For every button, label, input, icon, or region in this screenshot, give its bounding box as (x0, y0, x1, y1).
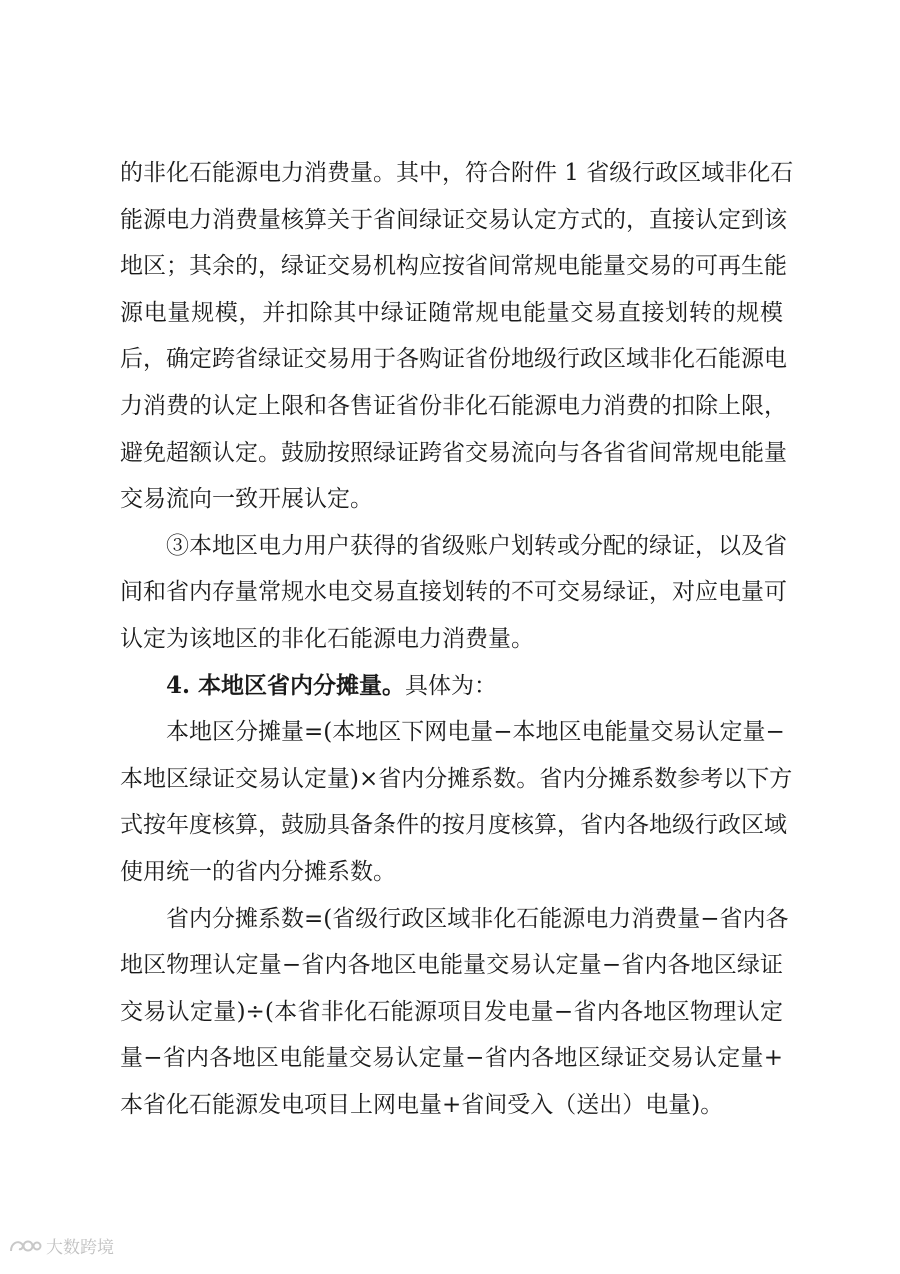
text-line: 使用统一的省内分摊系数。 (120, 858, 396, 885)
text-line: 力消费的认定上限和各售证省份非化石能源电力消费的扣除上限， (120, 392, 787, 419)
document-body (120, 150, 794, 1128)
text-line: 源电量规模，并扣除其中绿证随常规电能量交易直接划转的规模 (120, 299, 783, 326)
text-line: 的非化石能源电力消费量。其中，符合附件 1 省级行政区域非化石 (120, 160, 794, 186)
section-heading-suffix: 具体为： (405, 672, 498, 699)
text-line: 省内分摊系数=(省级行政区域非化石能源电力消费量−省内各 (166, 905, 789, 932)
text-line: 地区；其余的，绿证交易机构应按省间常规电能量交易的可再生能 (120, 253, 787, 280)
text-line: 间和省内存量常规水电交易直接划转的不可交易绿证，对应电量可 (120, 579, 787, 606)
brand-logo-icon (8, 1237, 42, 1255)
text-line: 交易流向一致开展认定。 (120, 486, 373, 513)
text-line: 能源电力消费量核算关于省间绿证交易认定方式的，直接认定到该 (120, 206, 787, 233)
text-line: 避免超额认定。鼓励按照绿证跨省交易流向与各省省间常规电能量 (120, 439, 787, 466)
watermark (8, 1233, 114, 1258)
text-line: 交易认定量)÷(本省非化石能源项目发电量−省内各地区物理认定 (120, 998, 783, 1025)
text-line: ③本地区电力用户获得的省级账户划转或分配的绿证，以及省 (166, 532, 787, 559)
text-line: 地区物理认定量−省内各地区电能量交易认定量−省内各地区绿证 (120, 952, 783, 979)
section-heading: 4. 本地区省内分摊量。 (166, 671, 406, 699)
text-line: 本地区分摊量=(本地区下网电量−本地区电能量交易认定量− (166, 719, 785, 746)
text-line: 式按年度核算，鼓励具备条件的按月度核算，省内各地级行政区域 (120, 812, 787, 839)
text-line (120, 663, 783, 710)
text-line: 本地区绿证交易认定量)×省内分摊系数。省内分摊系数参考以下方 (120, 765, 793, 792)
text-line: 量−省内各地区电能量交易认定量−省内各地区绿证交易认定量+ (120, 1045, 783, 1072)
watermark-text: 大数跨境 (46, 1238, 114, 1258)
text-line: 后，确定跨省绿证交易用于各购证省份地级行政区域非化石能源电 (120, 346, 787, 373)
text-line: 本省化石能源发电项目上网电量+省间受入（送出）电量)。 (120, 1091, 724, 1118)
text-line: 认定为该地区的非化石能源电力消费量。 (120, 625, 534, 652)
